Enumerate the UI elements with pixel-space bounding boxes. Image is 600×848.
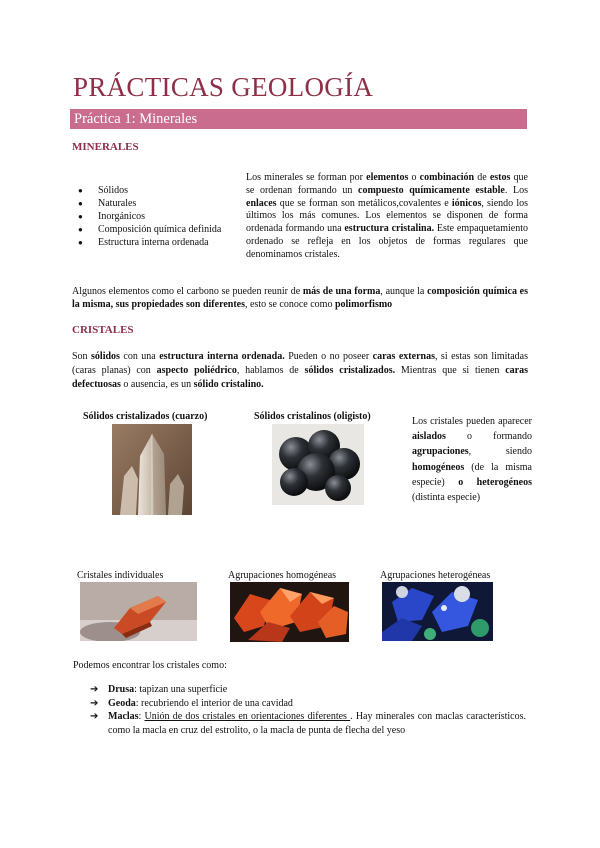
section-band — [70, 109, 527, 129]
text-run: que se ordenan formando un — [246, 172, 528, 196]
homogeneous-cluster-image — [230, 582, 349, 642]
bold-run: sólidos cristalizados. — [304, 365, 396, 376]
polimorfismo-paragraph — [72, 285, 528, 311]
text-run: , si estas son limitadas (caras planas) con — [72, 351, 528, 376]
text-run: de — [474, 172, 490, 183]
text-run: Este empaquetamiento ordenado se refleja en los objetos de formas regulares que denominamos cristales. — [246, 223, 528, 260]
bold-run: estructura interna ordenada. — [159, 351, 285, 362]
quartz-crystal-image — [112, 424, 192, 515]
heterogeneous-cluster-image — [382, 582, 493, 641]
text-run: Son — [72, 351, 92, 362]
cristales-heading: CRISTALES — [72, 324, 134, 336]
text-run: Mientras que si tienen — [395, 365, 506, 376]
text-run: (de la misma especie) — [412, 461, 532, 488]
bold-run: más de una forma — [302, 286, 381, 297]
bold-run: iónicos — [451, 197, 482, 209]
bold-run: combinación — [419, 172, 475, 183]
term: Geoda — [108, 697, 136, 709]
bold-run: estructura cristalina. — [344, 223, 435, 235]
bold-run: homogéneos — [412, 461, 465, 473]
underlined-run: Unión de dos cristales en orientaciones diferentes — [144, 711, 351, 722]
arrow-icon: ➔ — [90, 697, 99, 709]
bold-run: polimorfismo — [334, 299, 393, 310]
text-run: , siendo — [468, 446, 532, 458]
bold-run: sólido cristalino. — [193, 379, 264, 390]
text-run: Algunos elementos como el carbono se pueden reunir de — [72, 286, 303, 297]
individual-crystal-image — [80, 582, 197, 641]
text-run: Los cristales pueden aparecer — [412, 416, 532, 427]
bold-run: aspecto poliédrico — [156, 365, 237, 376]
text-run: que se forman son metálicos,covalentes e — [276, 197, 452, 209]
list-item — [90, 697, 526, 711]
text-run: (distinta especie) — [412, 492, 481, 504]
encontrar-paragraph: Podemos encontrar los cristales como: — [73, 660, 227, 671]
minerales-heading: MINERALES — [72, 141, 139, 153]
bold-run: elementos — [366, 172, 409, 183]
bullet-item: ● Composición química definida — [78, 223, 221, 236]
text-run: , esto se conoce como — [244, 299, 335, 310]
bold-run: o heterogéneos — [458, 476, 532, 488]
minerales-bullet-list — [78, 184, 221, 249]
arrow-icon: ➔ — [90, 684, 99, 695]
text-run: : recubriendo el interior de una cavidad — [135, 697, 293, 709]
term: Drusa — [108, 684, 135, 695]
caption-individuales: Cristales individuales — [77, 570, 164, 581]
text-run: Pueden o no poseer — [284, 351, 373, 362]
term: Maclas — [108, 711, 139, 722]
text-run: : — [138, 711, 145, 722]
caption-homogeneas: Agrupaciones homogéneas — [228, 570, 337, 581]
bullet-item: ● Sólidos — [78, 184, 221, 197]
bold-run: aislados — [412, 431, 446, 443]
list-item — [90, 683, 526, 697]
bold-run: compuesto químicamente estable — [358, 184, 505, 196]
text-run: con una — [119, 351, 160, 362]
hematite-oligisto-image — [272, 424, 364, 505]
bold-run: sólidos — [91, 351, 120, 362]
section-band-label: Práctica 1: Minerales — [74, 111, 198, 127]
cristales-side-text — [412, 414, 532, 505]
formas-list — [90, 683, 526, 737]
text-run: . Hay minerales con maclas característicos. como la macla en cruz del estrolito, o la macla de punta de flecha del yeso — [108, 711, 526, 736]
figure-label-cuarzo: Sólidos cristalizados (cuarzo) — [83, 411, 208, 422]
text-run: , hablamos de — [236, 365, 305, 376]
arrow-icon: ➔ — [90, 711, 99, 722]
text-run: Los minerales se forman por — [246, 172, 367, 183]
text-run: , siendo los últimos los más comunes. Los elementos se disponen de forma ordenada formando una — [246, 197, 529, 235]
bold-run: agrupaciones — [412, 446, 469, 458]
bold-run: enlaces — [246, 197, 277, 209]
bullet-item: ● Inorgánicos — [78, 210, 221, 223]
caption-heterogeneas: Agrupaciones heterogéneas — [380, 570, 491, 581]
bullet-item: ● Naturales — [78, 197, 221, 210]
bold-run: composición química es la misma, sus propiedades son diferentes — [72, 286, 529, 310]
bold-run: caras externas — [372, 351, 435, 362]
text-run: o formando — [445, 431, 532, 443]
page-title: PRÁCTICAS GEOLOGÍA — [73, 72, 374, 102]
minerales-definition — [246, 172, 528, 262]
list-item — [90, 710, 526, 737]
bold-run: caras defectuosas — [72, 365, 529, 390]
text-run: : tapizan una superficie — [134, 684, 228, 695]
text-run: o — [408, 172, 420, 183]
text-run: , aunque la — [380, 286, 428, 297]
bullet-item: ● Estructura interna ordenada — [78, 236, 221, 249]
figure-label-oligisto: Sólidos cristalinos (oligisto) — [254, 411, 371, 422]
cristales-intro — [72, 350, 528, 392]
text-run: o ausencia, es un — [120, 379, 194, 390]
text-run: . Los — [504, 184, 529, 196]
bold-run: estos — [489, 172, 511, 183]
